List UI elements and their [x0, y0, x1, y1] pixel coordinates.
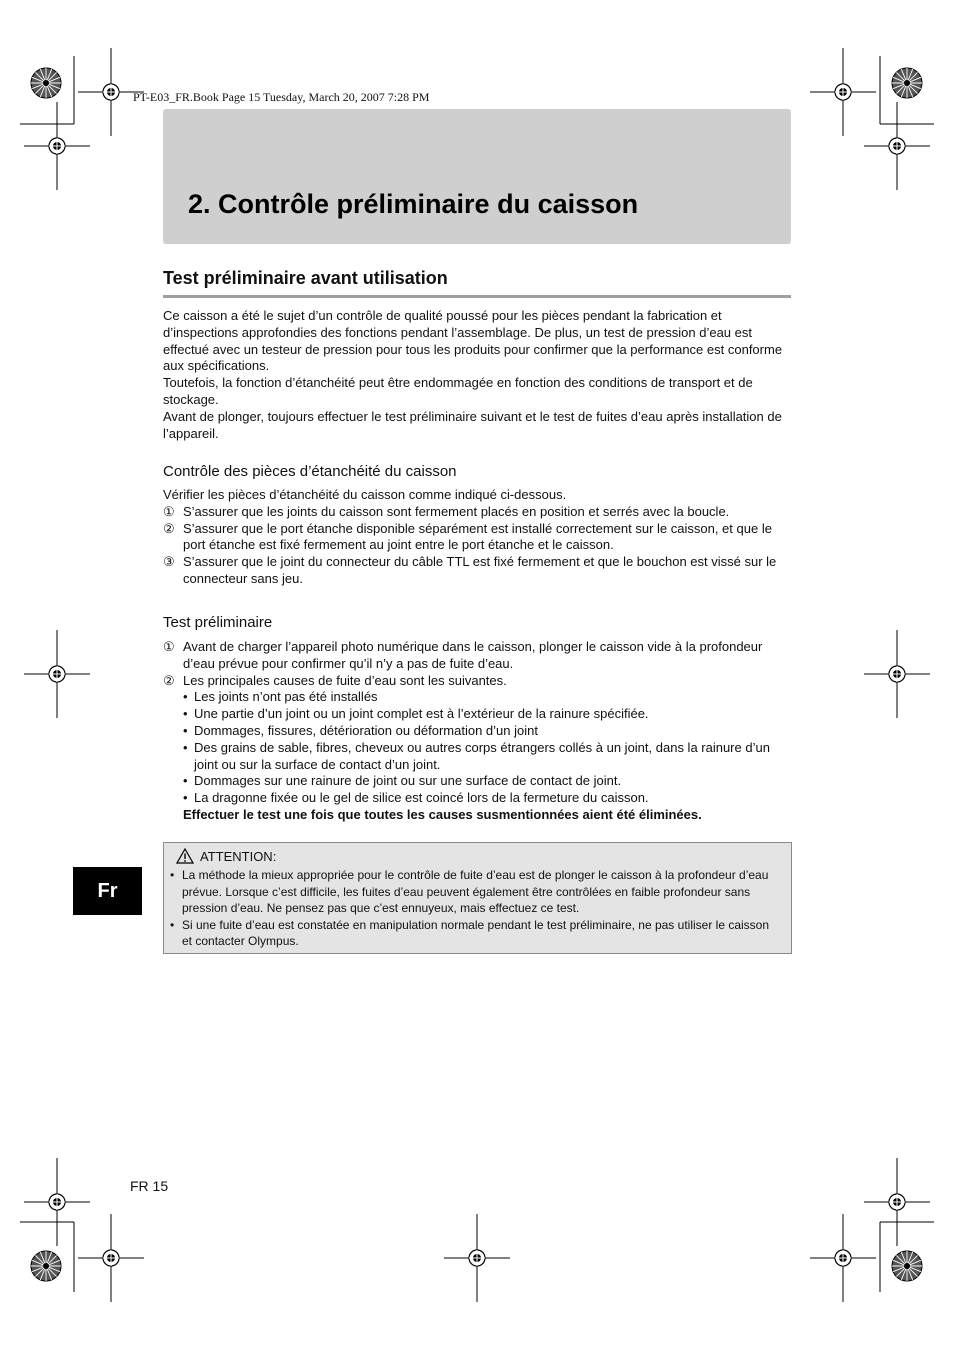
attention-item: • Si une fuite d’eau est constatée en manipulation normale pendant le test préliminaire, ne pas utiliser le caisson et contacter Olympus.	[170, 917, 780, 950]
prelim-heading: Test préliminaire	[163, 614, 273, 631]
intro-text	[163, 308, 791, 442]
warning-triangle-icon	[176, 848, 194, 864]
attention-box	[163, 842, 792, 954]
check-heading: Contrôle des pièces d’étanchéité du caisson	[163, 463, 457, 480]
crosshair-icon	[864, 1158, 930, 1246]
check-section	[163, 487, 791, 588]
language-tab: Fr	[73, 867, 142, 915]
bullet-item: • Des grains de sable, fibres, cheveux ou autres corps étrangers collés à un joint, dans la rainure d’un joint ou sur la surface de contact d’un joint.	[183, 740, 791, 774]
bullet-item: • Dommages, fissures, détérioration ou déformation d’un joint	[183, 723, 791, 740]
bullet-item: • La dragonne fixée ou le gel de silice est coincé lors de la fermeture du caisson.	[183, 790, 791, 807]
crosshair-icon	[864, 102, 930, 190]
prelim-section	[163, 639, 791, 824]
intro-paragraph: Avant de plonger, toujours effectuer le test préliminaire suivant et le test de fuites d’eau après installation de l’appareil.	[163, 408, 782, 441]
star-target-icon	[31, 68, 61, 98]
list-item	[163, 504, 791, 521]
circled-number: ②	[163, 672, 175, 688]
page-number: FR 15	[130, 1178, 169, 1194]
bullet-item: • Une partie d’un joint ou un joint complet est à l’extérieur de la rainure spécifiée.	[183, 706, 791, 723]
list-item	[163, 554, 791, 588]
crosshair-icon	[444, 1214, 510, 1302]
intro-paragraph: Ce caisson a été le sujet d’un contrôle de qualité poussé pour les pièces pendant la fabrication et d’inspections approfondies des fonctions pendant l’assemblage. De plus, un test de pression d’eau est effectué avec un testeur de pression pour tous les produits pour confirmer que la performance est conforme aux spécifications.	[163, 308, 783, 374]
attention-label: ATTENTION:	[200, 848, 277, 864]
list-item-text: S’assurer que le joint du connecteur du câble TTL est fixé fermement et que le bouchon est vissé sur le connecteur sans jeu.	[183, 554, 777, 586]
circled-number: ①	[163, 639, 175, 654]
list-item-text: S’assurer que les joints du caisson sont fermement placés en position et serrés avec la boucle.	[183, 503, 730, 519]
crosshair-icon	[24, 1158, 90, 1246]
section-heading: Test préliminaire avant utilisation	[163, 268, 448, 288]
circled-number: ②	[163, 520, 175, 536]
section-divider	[163, 295, 791, 298]
bold-note: Effectuer le test une fois que toutes les causes susmentionnées aient été éliminées.	[183, 806, 702, 822]
bullet-item: • Dommages sur une rainure de joint ou sur une surface de contact de joint.	[183, 773, 791, 790]
page-title: 2. Contrôle préliminaire du caisson	[188, 189, 639, 219]
crosshair-icon	[810, 48, 876, 136]
intro-paragraph: Toutefois, la fonction d’étanchéité peut être endommagée en fonction des conditions de transport et de stockage.	[163, 375, 753, 407]
list-item-text: Les principales causes de fuite d’eau sont les suivantes.	[183, 672, 507, 688]
star-target-icon	[892, 68, 922, 98]
attention-header	[176, 848, 276, 864]
check-lead: Vérifier les pièces d’étanchéité du caisson comme indiqué ci-dessous.	[163, 487, 567, 502]
circled-number: ③	[163, 554, 175, 570]
bullet-item: • Les joints n’ont pas été installés	[183, 689, 791, 706]
crosshair-icon	[864, 630, 930, 718]
star-target-icon	[31, 1251, 61, 1281]
causes-list	[183, 689, 791, 807]
list-item	[163, 673, 791, 824]
star-target-icon	[892, 1251, 922, 1281]
circled-number: ①	[163, 503, 175, 519]
crosshair-icon	[810, 1214, 876, 1302]
crosshair-icon	[24, 630, 90, 718]
crosshair-icon	[78, 1214, 144, 1302]
attention-list	[170, 867, 780, 950]
list-item	[163, 639, 791, 673]
print-header: PT-E03_FR.Book Page 15 Tuesday, March 20, 2007 7:28 PM	[133, 90, 430, 104]
list-item-text: S’assurer que le port étanche disponible séparément est installé correctement sur le caisson, et que le port étanche est fixé fermement au joint entre le port étanche et le caisson.	[183, 520, 772, 553]
attention-item: • La méthode la mieux appropriée pour le contrôle de fuite d’eau est de plonger le caisson à la profondeur d’eau prévue. Lorsque c’est difficile, les fuites d’eau peuvent également être contrôlées en faible profondeur sans pression d’eau. Ne pensez pas que c’est ennuyeux, mais effectuez ce test.	[170, 867, 780, 917]
list-item	[163, 521, 791, 555]
title-banner	[163, 109, 791, 244]
list-item-text: Avant de charger l’appareil photo numérique dans le caisson, plonger le caisson vide à la profondeur d’eau prévue pour confirmer qu’il n’y a pas de fuite d’eau.	[183, 639, 763, 671]
crosshair-icon	[24, 102, 90, 190]
